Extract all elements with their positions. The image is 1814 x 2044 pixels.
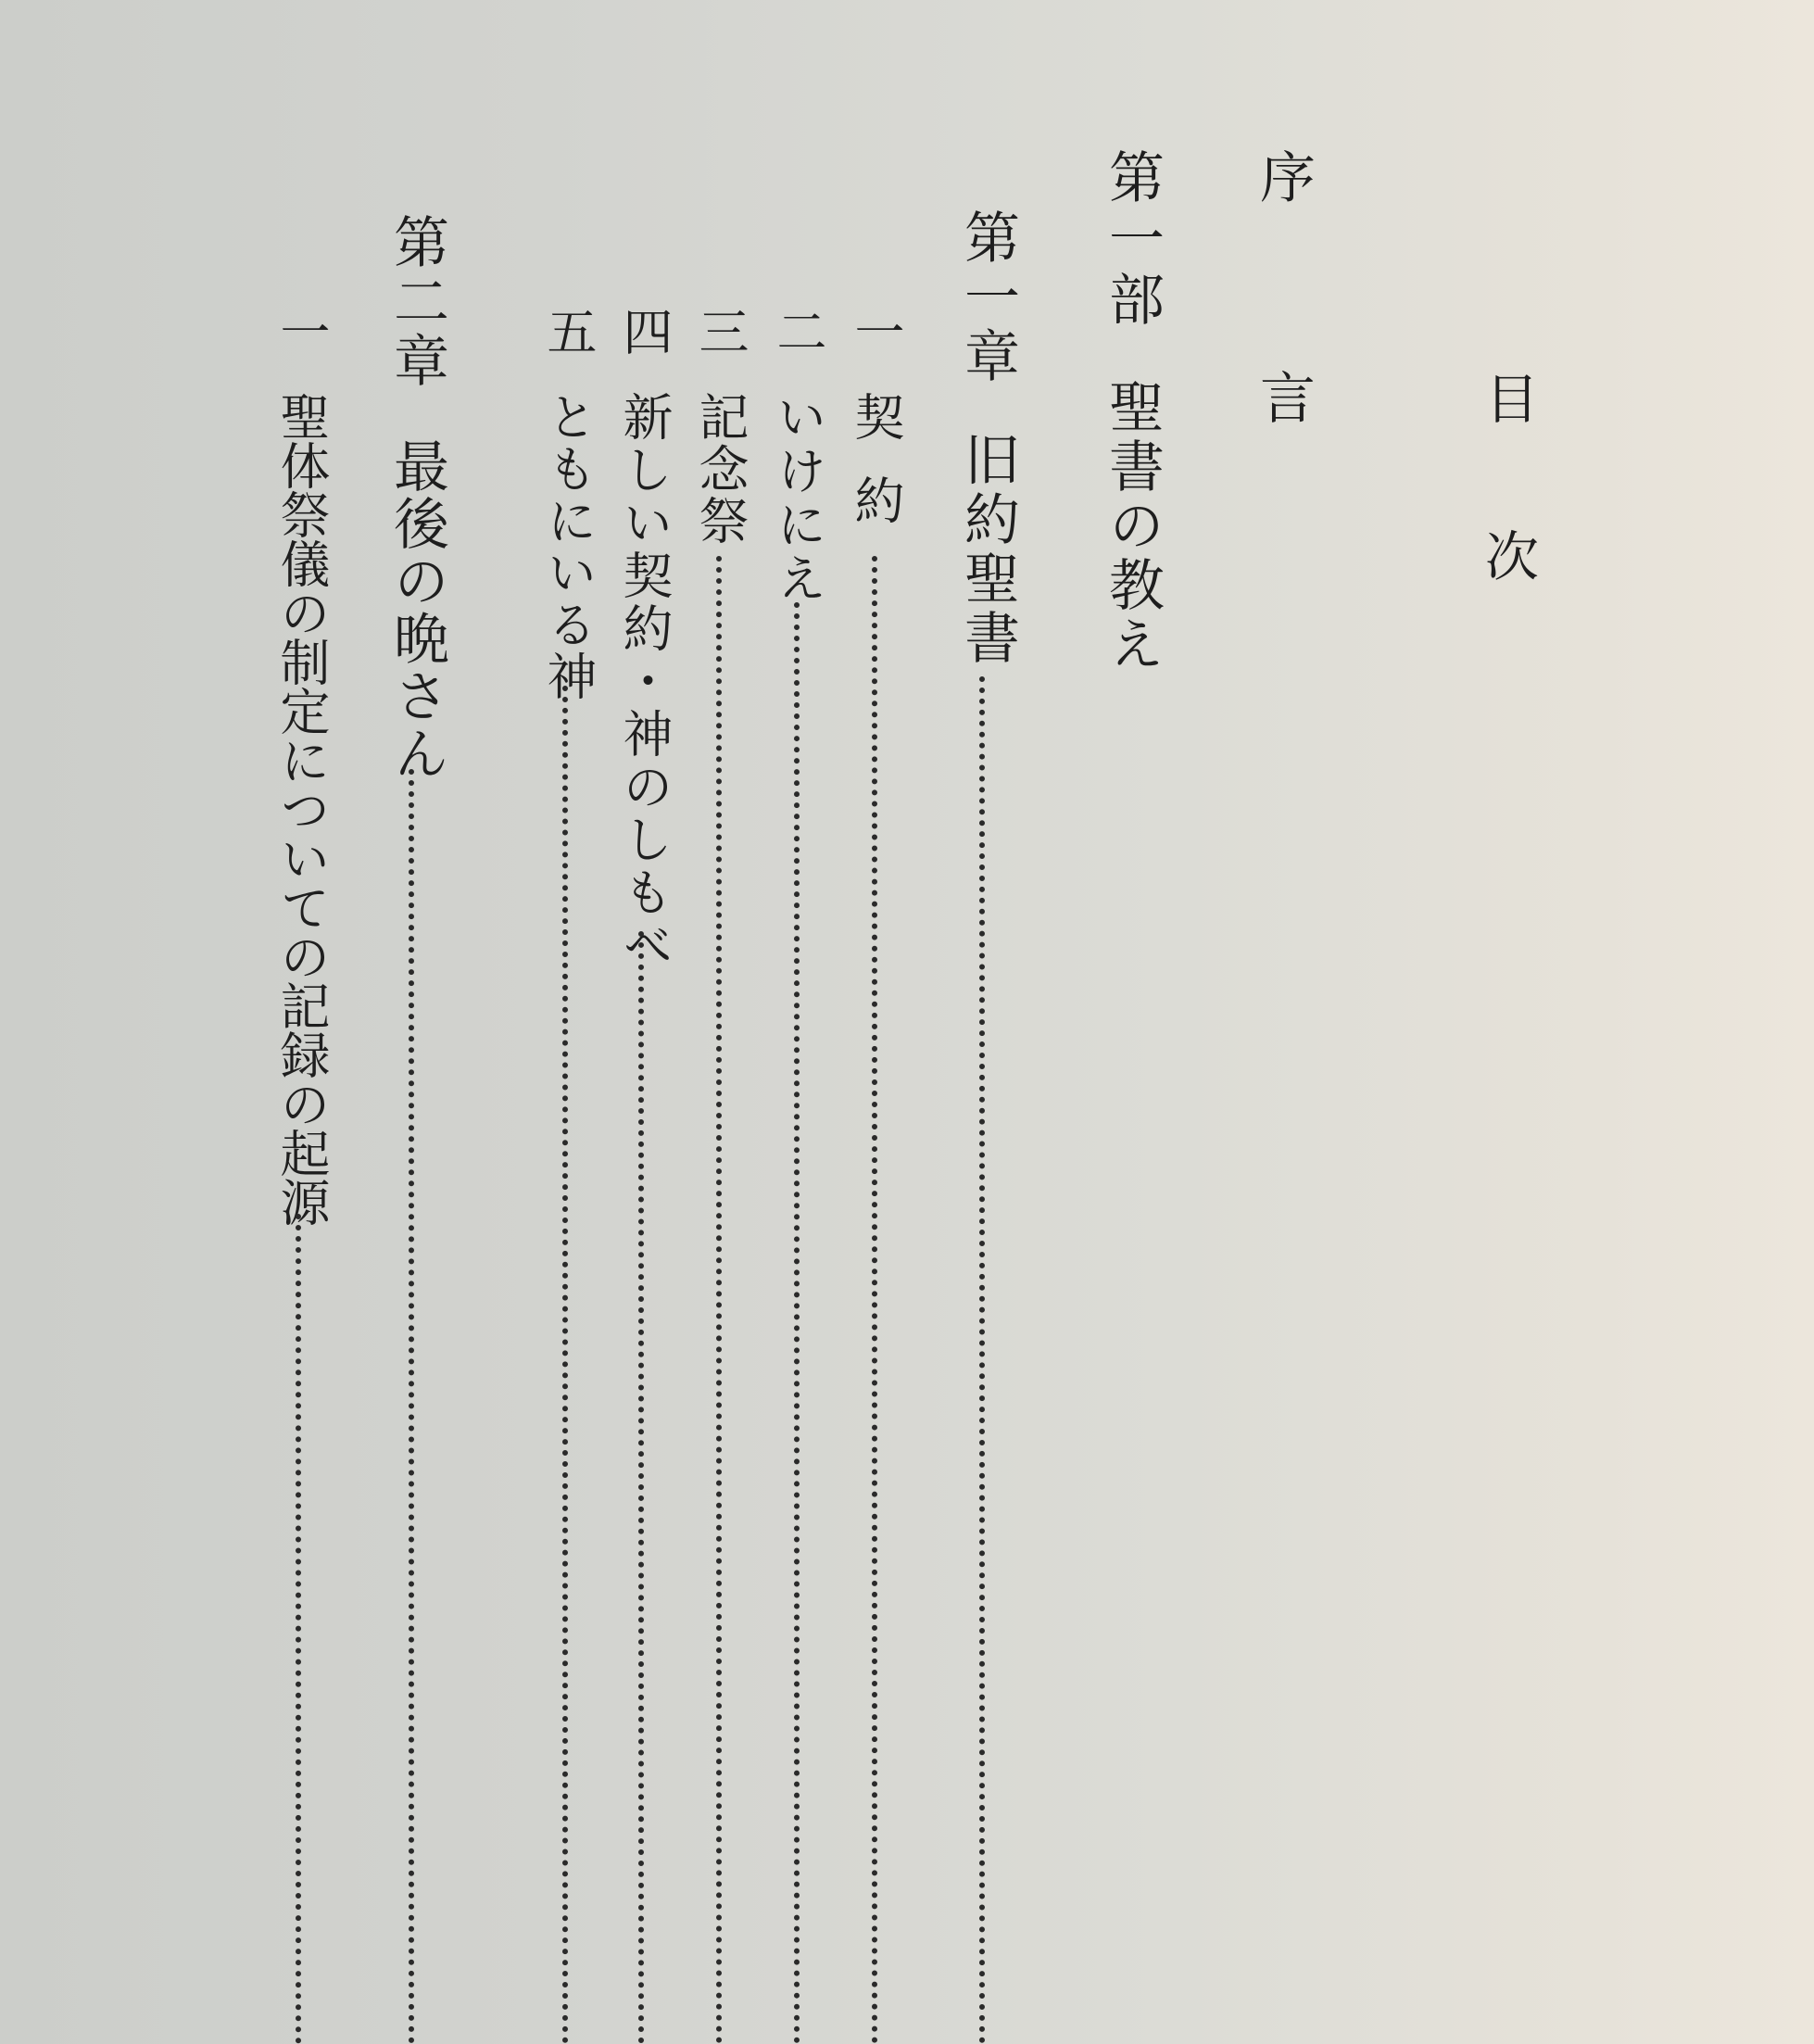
toc-part-1	[1100, 148, 1165, 675]
toc-section-1-2	[769, 306, 827, 606]
section-number: 五	[539, 306, 598, 356]
leader-dots	[296, 1214, 301, 2044]
section-title: 記念祭	[691, 391, 750, 547]
section-title: ともにいる神	[539, 391, 598, 702]
section-number: 一	[847, 306, 905, 356]
section-title: 契約	[847, 391, 905, 558]
chapter-label: 第二章	[384, 213, 449, 391]
leader-dots	[562, 686, 568, 2044]
toc-section-1-1	[847, 306, 905, 558]
section-title: いけにえ	[769, 391, 827, 606]
toc-section-2-1	[272, 306, 331, 1226]
leader-dots	[872, 556, 877, 2044]
leader-dots	[979, 676, 985, 2044]
part-label: 第一部	[1100, 148, 1165, 332]
leader-dots	[638, 931, 644, 2044]
section-number: 三	[691, 306, 750, 356]
part-title: 聖書の教え	[1100, 378, 1165, 675]
chapter-label: 第一章	[955, 208, 1020, 386]
toc-chapter-2	[384, 213, 449, 782]
chapter-title: 最後の晩さん	[384, 437, 449, 782]
toc-title: 目次	[1476, 371, 1539, 686]
leader-dots	[794, 602, 800, 2044]
leader-dots	[409, 769, 414, 2044]
section-number: 四	[615, 306, 674, 356]
toc-preface: 序言	[1251, 148, 1316, 589]
chapter-title: 旧約聖書	[955, 431, 1020, 668]
section-title: 聖体祭儀の制定についての記録の起源	[272, 391, 331, 1226]
section-title: 新しい契約・神のしもべ	[615, 391, 674, 972]
section-number: 二	[769, 306, 827, 356]
toc-section-1-3	[691, 306, 750, 547]
leader-dots	[716, 556, 722, 2044]
toc-section-1-5	[539, 306, 598, 702]
section-number: 一	[272, 306, 331, 356]
toc-section-1-4	[615, 306, 674, 972]
toc-chapter-1	[955, 208, 1020, 668]
